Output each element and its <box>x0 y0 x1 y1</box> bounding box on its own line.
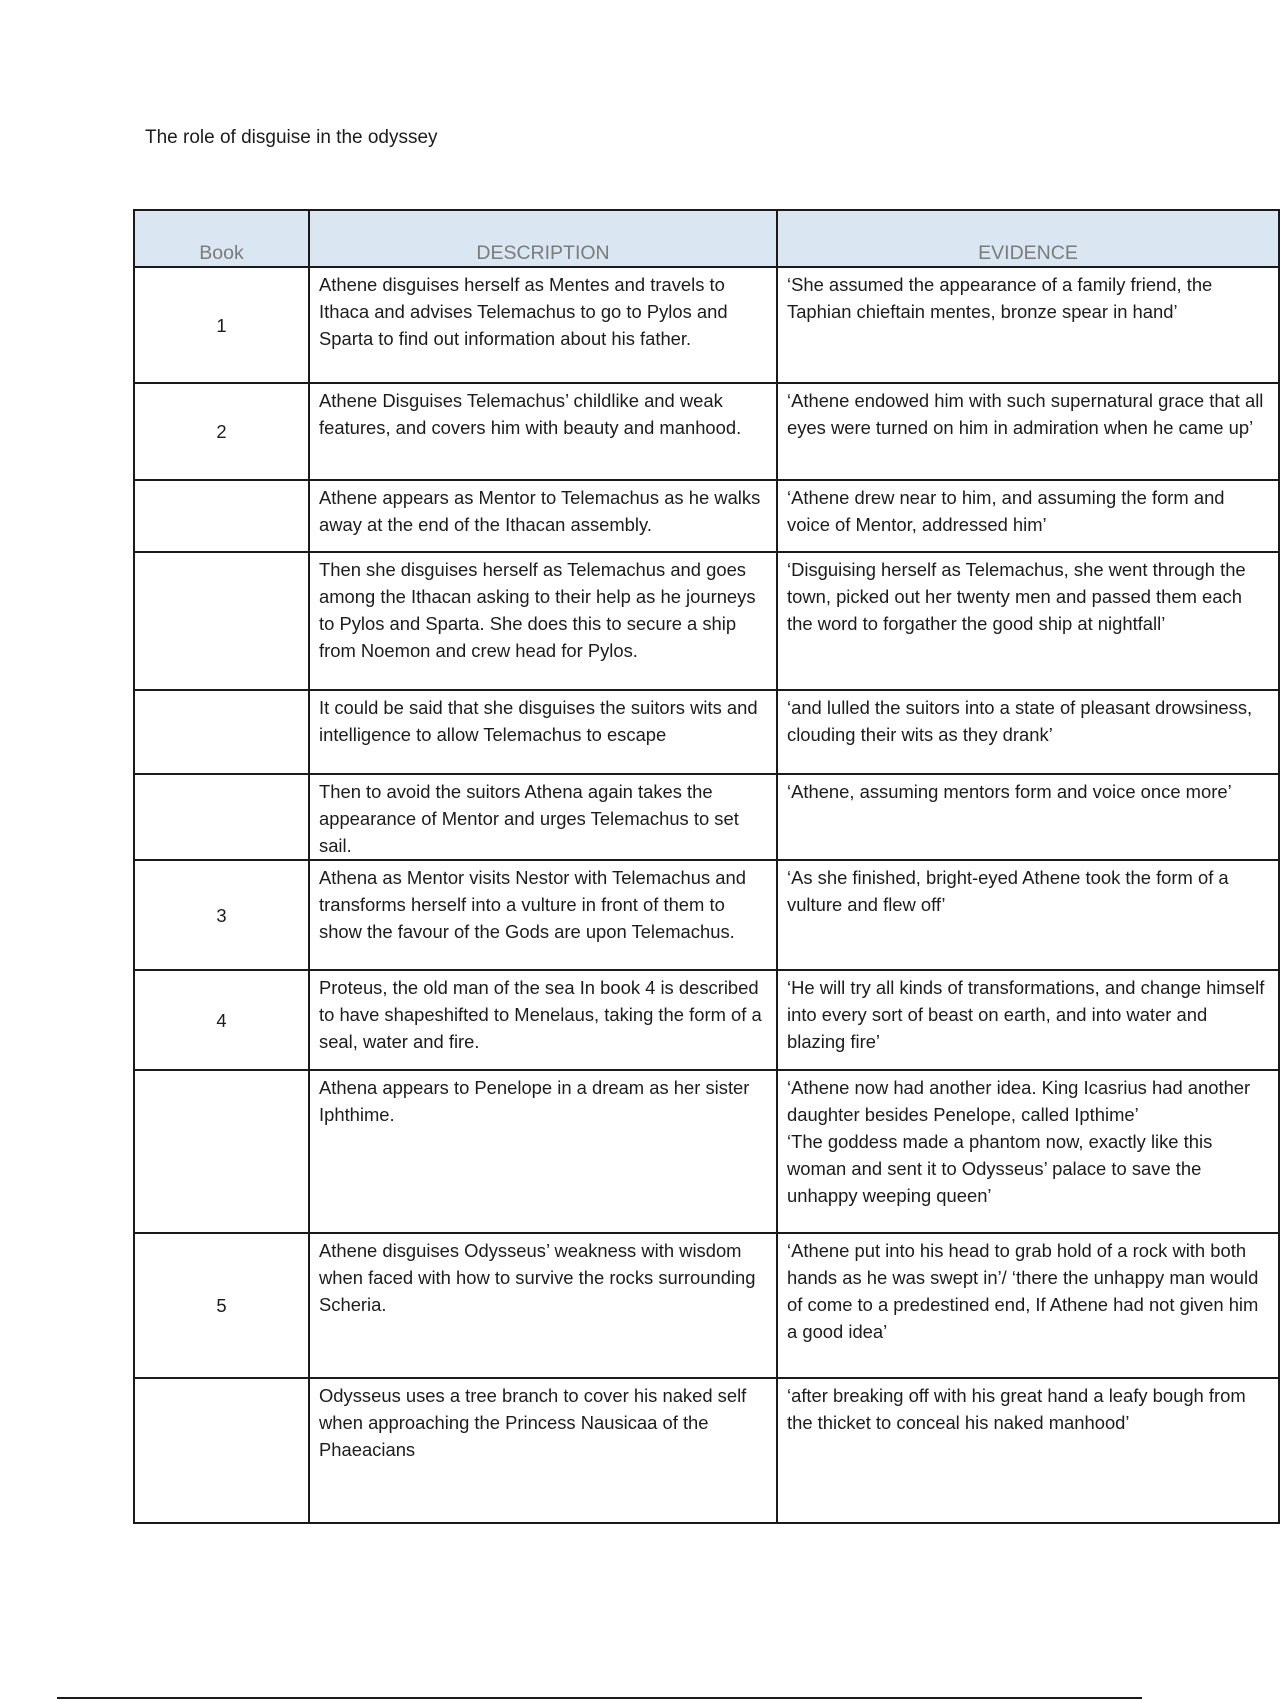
description-cell: Then to avoid the suitors Athena again takes the appearance of Mentor and urges Telemachus to set sail. <box>309 774 777 860</box>
description-cell: Proteus, the old man of the sea In book 4 is described to have shapeshifted to Menelaus, taking the form of a seal, water and fire. <box>309 970 777 1070</box>
description-cell: Athene appears as Mentor to Telemachus as he walks away at the end of the Ithacan assembly. <box>309 480 777 552</box>
table-row <box>134 1233 1279 1378</box>
evidence-cell: ‘and lulled the suitors into a state of pleasant drowsiness, clouding their wits as they drank’ <box>777 690 1279 774</box>
table-row <box>134 383 1279 480</box>
header-description: DESCRIPTION <box>309 210 777 267</box>
header-evidence: EVIDENCE <box>777 210 1279 267</box>
evidence-cell: ‘Athene now had another idea. King Icasrius had another daughter besides Penelope, called Ipthime’ ‘The goddess made a phantom now, exactly like this woman and sent it to Odysseus’ palace to save the unhappy weeping queen’ <box>777 1070 1279 1233</box>
evidence-cell: ‘As she finished, bright-eyed Athene took the form of a vulture and flew off’ <box>777 860 1279 970</box>
description-cell: It could be said that she disguises the suitors wits and intelligence to allow Telemachus to escape <box>309 690 777 774</box>
book-cell <box>134 690 309 774</box>
book-cell: 3 <box>134 860 309 970</box>
header-book: Book <box>134 210 309 267</box>
evidence-cell: ‘Disguising herself as Telemachus, she went through the town, picked out her twenty men and passed them each the word to forgather the good ship at nightfall’ <box>777 552 1279 690</box>
table-header-row <box>134 210 1279 267</box>
book-cell <box>134 1070 309 1233</box>
evidence-cell: ‘Athene endowed him with such supernatural grace that all eyes were turned on him in admiration when he came up’ <box>777 383 1279 480</box>
evidence-cell: ‘She assumed the appearance of a family friend, the Taphian chieftain mentes, bronze spear in hand’ <box>777 267 1279 383</box>
table-row <box>134 690 1279 774</box>
evidence-cell: ‘Athene put into his head to grab hold of a rock with both hands as he was swept in’/ ‘there the unhappy man would of come to a predestined end, If Athene had not given him a good idea’ <box>777 1233 1279 1378</box>
bottom-rule <box>57 1697 1142 1699</box>
book-cell: 4 <box>134 970 309 1070</box>
table-row <box>134 1378 1279 1523</box>
table-row <box>134 860 1279 970</box>
description-cell: Athene Disguises Telemachus’ childlike and weak features, and covers him with beauty and manhood. <box>309 383 777 480</box>
description-cell: Athena appears to Penelope in a dream as her sister Iphthime. <box>309 1070 777 1233</box>
description-cell: Athene disguises herself as Mentes and travels to Ithaca and advises Telemachus to go to Pylos and Sparta to find out information about his father. <box>309 267 777 383</box>
book-cell: 1 <box>134 267 309 383</box>
table-row <box>134 267 1279 383</box>
disguise-table <box>133 209 1280 1524</box>
book-cell <box>134 552 309 690</box>
description-cell: Odysseus uses a tree branch to cover his naked self when approaching the Princess Nausicaa of the Phaeacians <box>309 1378 777 1523</box>
evidence-cell: ‘after breaking off with his great hand a leafy bough from the thicket to conceal his naked manhood’ <box>777 1378 1279 1523</box>
evidence-cell: ‘Athene, assuming mentors form and voice once more’ <box>777 774 1279 860</box>
book-cell: 5 <box>134 1233 309 1378</box>
book-cell <box>134 480 309 552</box>
table-row <box>134 774 1279 860</box>
evidence-cell: ‘Athene drew near to him, and assuming the form and voice of Mentor, addressed him’ <box>777 480 1279 552</box>
book-cell <box>134 774 309 860</box>
description-cell: Athene disguises Odysseus’ weakness with wisdom when faced with how to survive the rocks surrounding Scheria. <box>309 1233 777 1378</box>
evidence-cell: ‘He will try all kinds of transformations, and change himself into every sort of beast on earth, and into water and blazing fire’ <box>777 970 1279 1070</box>
table-row <box>134 552 1279 690</box>
table-row <box>134 480 1279 552</box>
description-cell: Then she disguises herself as Telemachus and goes among the Ithacan asking to their help as he journeys to Pylos and Sparta. She does this to secure a ship from Noemon and crew head for Pylos. <box>309 552 777 690</box>
book-cell: 2 <box>134 383 309 480</box>
book-cell <box>134 1378 309 1523</box>
disguise-table-container <box>133 209 1265 1524</box>
table-row <box>134 1070 1279 1233</box>
table-row <box>134 970 1279 1070</box>
description-cell: Athena as Mentor visits Nestor with Telemachus and transforms herself into a vulture in front of them to show the favour of the Gods are upon Telemachus. <box>309 860 777 970</box>
document-title: The role of disguise in the odyssey <box>145 127 438 148</box>
